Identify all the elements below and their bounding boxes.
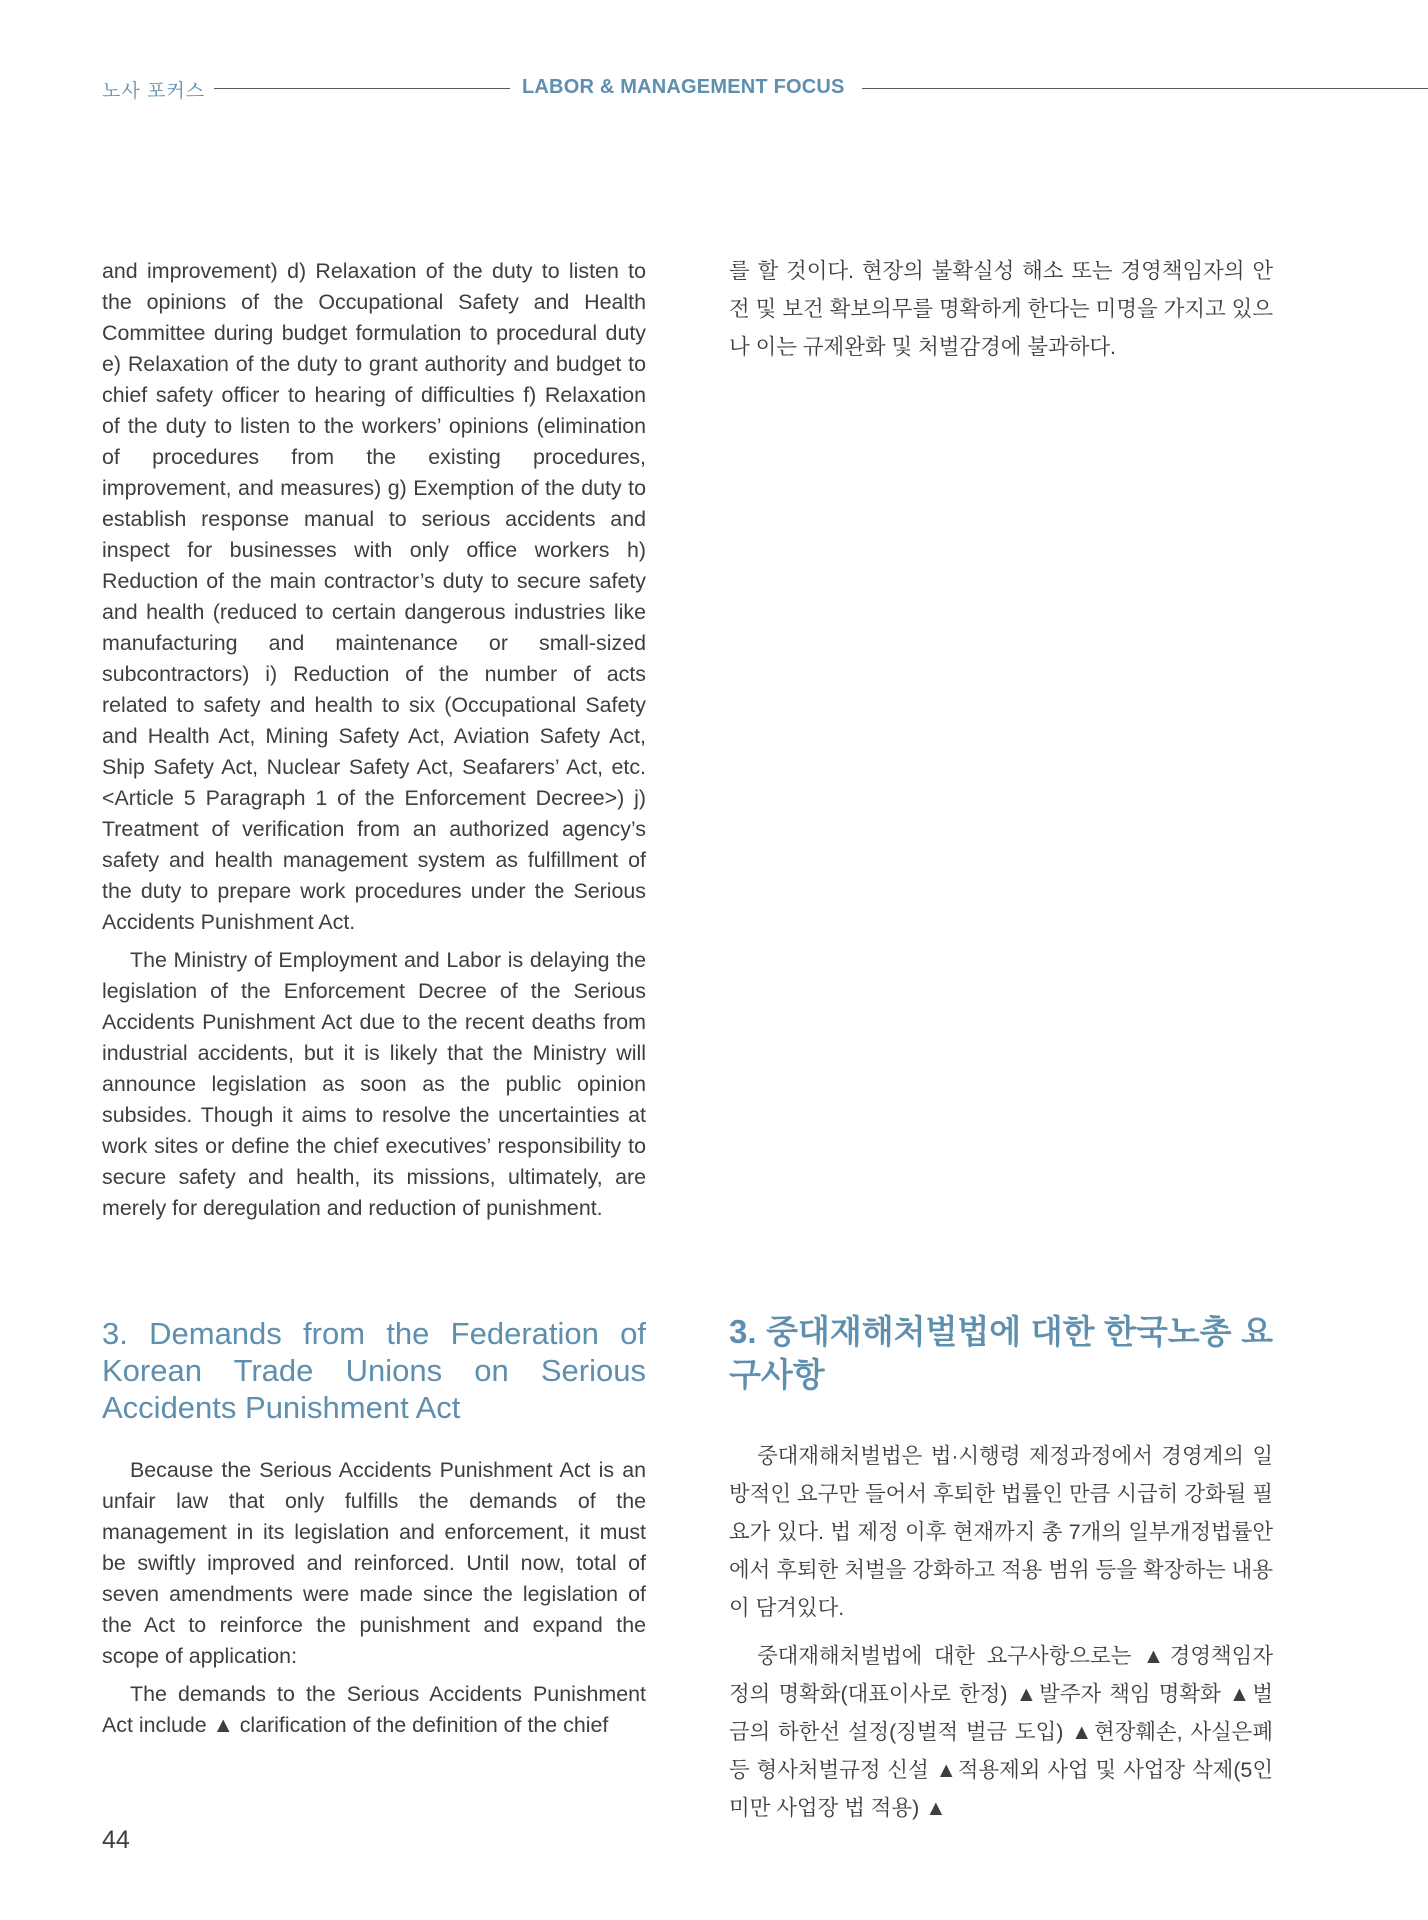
english-paragraph-1: and improvement) d) Relaxation of the duty to listen to the opinions of the Occupational Safety and Health Committee during budget formulation to procedural duty e) Relaxation of the duty to grant authority and budget to chief safety officer to hearing of difficulties f) Relaxation of the duty to listen to the workers’ opinions (elimination of procedures from the existing procedures, improvement, and measures) g) Exemption of the duty to establish response manual to serious accidents and inspect for businesses with only office workers h) Reduction of the main contractor’s duty to secure safety and health (reduced to certain dangerous industries like manufacturing and maintenance or small-sized subcontractors) i) Reduction of the number of acts related to safety and health to six (Occupational Safety and Health Act, Mining Safety Act, Aviation Safety Act, Ship Safety Act, Nuclear Safety Act, Seafarers’ Act, etc. <Article 5 Paragraph 1 of the Enforcement Decree>) j) Treatment of verification from an authorized agency’s safety and health management system as fulfillment of the duty to prepare work procedures under the Serious Accidents Punishment Act.	[102, 259, 646, 934]
section-label-en: LABOR & MANAGEMENT FOCUS	[522, 76, 845, 98]
english-column-bottom	[102, 1455, 646, 1748]
page-number: 44	[102, 1826, 130, 1854]
korean-paragraph-2: 중대재해처벌법은 법·시행령 제정과정에서 경영계의 일방적인 요구만 들어서 후퇴한 법률인 만큼 시급히 강화될 필요가 있다. 법 제정 이후 현재까지 총 7개의 일부개정법률안에서 후퇴한 처벌을 강화하고 적용 범위 등을 확장하는 내용이 담겨있다.	[729, 1444, 1273, 1620]
korean-section-heading: 3. 중대재해처벌법에 대한 한국노총 요구사항	[729, 1313, 1273, 1393]
korean-column-top	[729, 252, 1273, 376]
english-section-heading: 3. Demands from the Federation of Korean Trade Unions on Serious Accidents Punishment Act	[102, 1316, 646, 1425]
section-label-ko: 노사 포커스	[102, 81, 206, 102]
english-paragraph-4: The demands to the Serious Accidents Punishment Act include ▲ clarification of the definition of the chief	[102, 1682, 646, 1737]
english-column-top	[102, 256, 646, 1231]
korean-paragraph-1: 를 할 것이다. 현장의 불확실성 해소 또는 경영책임자의 안전 및 보건 확보의무를 명확하게 한다는 미명을 가지고 있으나 이는 규제완화 및 처벌감경에 불과하다.	[729, 259, 1273, 359]
header-divider-left	[214, 88, 510, 89]
english-paragraph-2: The Ministry of Employment and Labor is delaying the legislation of the Enforcement Decree of the Serious Accidents Punishment Act due to the recent deaths from industrial accidents, but it is likely that the Ministry will announce legislation as soon as the public opinion subsides. Though it aims to resolve the uncertainties at work sites or define the chief executives’ responsibility to secure safety and health, its missions, ultimately, are merely for deregulation and reduction of punishment.	[102, 948, 646, 1220]
header-divider-right	[862, 88, 1428, 89]
korean-column-bottom	[729, 1437, 1273, 1837]
korean-paragraph-3: 중대재해처벌법에 대한 요구사항으로는 ▲경영책임자 정의 명확화(대표이사로 한정) ▲발주자 책임 명확화 ▲벌금의 하한선 설정(징벌적 벌금 도입) ▲현장훼손, 사실은폐 등 형사처벌규정 신설 ▲적용제외 사업 및 사업장 삭제(5인 미만 사업장 법 적용) ▲	[729, 1644, 1273, 1820]
english-paragraph-3: Because the Serious Accidents Punishment Act is an unfair law that only fulfills the demands of the management in its legislation and enforcement, it must be swiftly improved and reinforced. Until now, total of seven amendments were made since the legislation of the Act to reinforce the punishment and expand the scope of application:	[102, 1458, 646, 1668]
